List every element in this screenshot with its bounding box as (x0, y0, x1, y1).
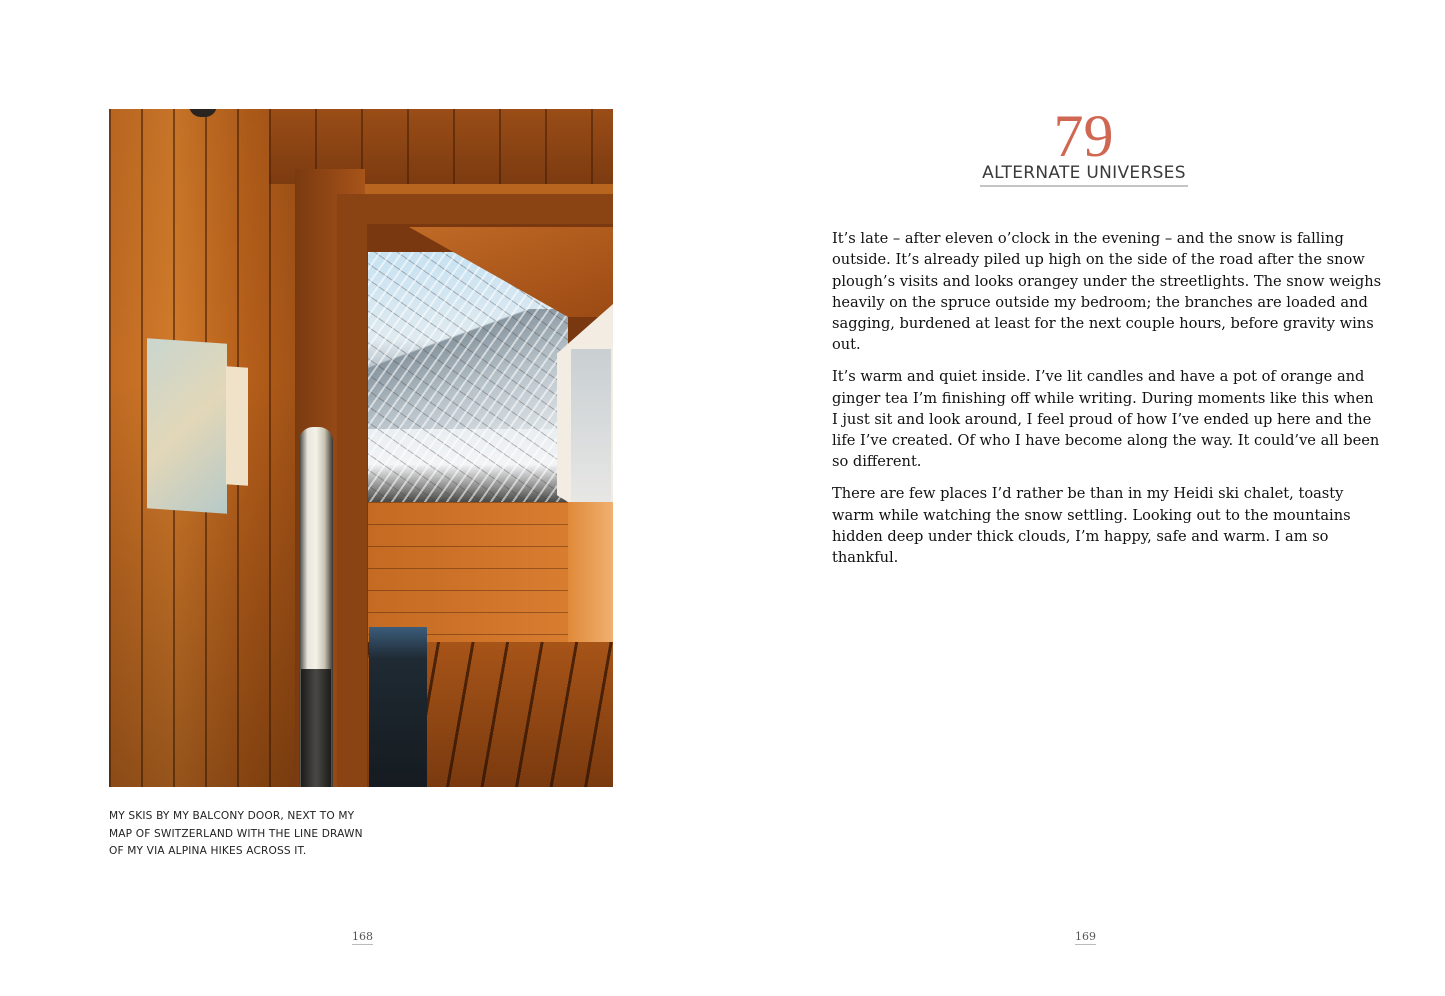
text-line: sagging, burdened at least for the next couple hours, before gravity wins (832, 315, 1374, 333)
text-line: ginger tea I’m finishing off while writing. During moments like this when (832, 389, 1374, 407)
text-line: out. (832, 336, 861, 354)
window-glass (571, 349, 611, 509)
text-line: hidden deep under thick clouds, I’m happy, safe and warm. I am so (832, 527, 1329, 545)
balcony-wall (368, 502, 568, 642)
text-line: thankful. (832, 549, 899, 567)
paragraph (832, 483, 1351, 568)
caption-line: OF MY VIA ALPINA HIKES ACROSS IT. (109, 845, 307, 857)
chapter-number: 79 (1053, 103, 1114, 169)
text-line: heavily on the spruce outside my bedroom; the branches are loaded and (832, 293, 1368, 311)
switzerland-map (147, 338, 227, 514)
text-line: plough’s visits and looks orangey under the streetlights. The snow weighs (832, 272, 1382, 290)
pinned-paper (226, 366, 248, 486)
page-number: 169 (1075, 930, 1096, 943)
text-line: outside. It’s already piled up high on the side of the road after the snow (832, 251, 1365, 269)
text-line: I just sit and look around, I feel proud of how I’ve ended up here and the (832, 410, 1372, 428)
caption-line: MAP OF SWITZERLAND WITH THE LINE DRAWN (109, 827, 363, 840)
right-page (722, 0, 1444, 996)
page-number: 168 (352, 930, 373, 943)
left-page (0, 0, 722, 996)
photo-caption (109, 808, 399, 861)
text-line: It’s warm and quiet inside. I’ve lit candles and have a pot of orange and (832, 368, 1365, 386)
chapter-body (832, 228, 1382, 579)
text-line: so different. (832, 453, 922, 471)
paragraph (832, 228, 1382, 356)
chalet-photo (109, 109, 613, 787)
chapter-title: ALTERNATE UNIVERSES (980, 163, 1188, 187)
text-line: life I’ve created. Of who I have become along the way. It could’ve all been (832, 432, 1380, 450)
text-line: warm while watching the snow settling. Looking out to the mountains (832, 506, 1351, 524)
paragraph (832, 366, 1380, 472)
caption-line: MY SKIS BY MY BALCONY DOOR, NEXT TO MY (109, 810, 355, 822)
text-line: There are few places I’d rather be than in my Heidi ski chalet, toasty (832, 485, 1344, 503)
storage-box (369, 627, 427, 787)
text-line: It’s late – after eleven o’clock in the evening – and the snow is falling (832, 230, 1344, 247)
ski-binding (301, 669, 331, 787)
